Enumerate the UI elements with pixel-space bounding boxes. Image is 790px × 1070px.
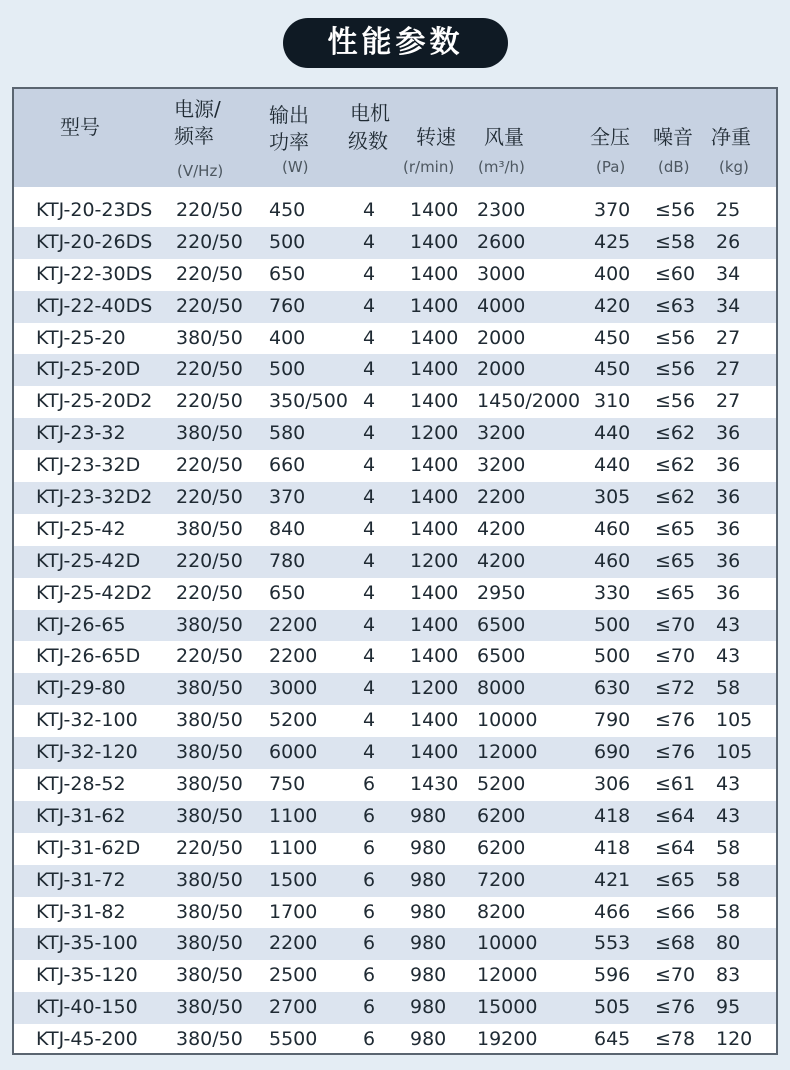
cell-rpm: 980	[410, 900, 447, 923]
cell-airflow: 7200	[477, 868, 526, 891]
cell-noise: ≤70	[655, 645, 696, 668]
cell-rpm: 1400	[410, 294, 459, 317]
cell-power: 1100	[269, 836, 318, 859]
cell-poles: 4	[363, 517, 376, 540]
cell-weight: 36	[716, 454, 741, 477]
header-volt-unit: (V/Hz)	[177, 162, 224, 180]
cell-volt: 380/50	[176, 773, 243, 796]
cell-power: 750	[269, 773, 306, 796]
cell-model: KTJ-25-42D2	[36, 581, 153, 604]
cell-airflow: 12000	[477, 741, 538, 764]
cell-noise: ≤72	[655, 677, 696, 700]
cell-model: KTJ-40-150	[36, 996, 138, 1019]
cell-power: 400	[269, 326, 306, 349]
table-row	[14, 992, 776, 1024]
cell-pressure: 645	[594, 1028, 631, 1051]
cell-airflow: 8000	[477, 677, 526, 700]
table-header	[14, 89, 776, 187]
cell-weight: 27	[716, 326, 741, 349]
table-row	[14, 865, 776, 897]
cell-rpm: 1200	[410, 677, 459, 700]
cell-pressure: 440	[594, 454, 631, 477]
cell-rpm: 1430	[410, 773, 459, 796]
page-title: 性能参数	[283, 18, 508, 68]
cell-power: 450	[269, 199, 306, 221]
cell-pressure: 500	[594, 613, 631, 636]
cell-weight: 27	[716, 358, 741, 381]
cell-noise: ≤60	[655, 262, 696, 285]
cell-noise: ≤66	[655, 900, 696, 923]
cell-noise: ≤61	[655, 773, 696, 796]
cell-weight: 36	[716, 422, 741, 445]
table-row	[14, 705, 776, 737]
cell-pressure: 420	[594, 294, 631, 317]
cell-rpm: 1400	[410, 199, 459, 221]
table-row	[14, 833, 776, 865]
cell-poles: 4	[363, 613, 376, 636]
header-rpm-unit: (r/min)	[403, 158, 455, 176]
cell-pressure: 440	[594, 422, 631, 445]
cell-model: KTJ-28-52	[36, 773, 126, 796]
cell-airflow: 4200	[477, 549, 526, 572]
cell-noise: ≤76	[655, 996, 696, 1019]
cell-power: 1100	[269, 804, 318, 827]
header-airflow: 风量	[484, 125, 524, 149]
cell-airflow: 19200	[477, 1028, 538, 1051]
header-weight: 净重	[711, 125, 751, 149]
cell-volt: 380/50	[176, 517, 243, 540]
table-row	[14, 641, 776, 673]
cell-power: 1700	[269, 900, 318, 923]
cell-poles: 6	[363, 804, 376, 827]
cell-weight: 105	[716, 741, 753, 764]
cell-weight: 105	[716, 709, 753, 732]
cell-weight: 25	[716, 199, 741, 221]
cell-noise: ≤62	[655, 454, 696, 477]
cell-power: 5200	[269, 709, 318, 732]
table-body	[14, 195, 776, 1055]
header-power-line2: 功率	[269, 130, 309, 154]
cell-weight: 26	[716, 230, 741, 253]
cell-pressure: 450	[594, 358, 631, 381]
cell-model: KTJ-35-100	[36, 932, 138, 955]
header-airflow-unit: (m³/h)	[478, 158, 525, 176]
header-power-unit: (W)	[282, 158, 309, 176]
cell-noise: ≤56	[655, 358, 696, 381]
cell-poles: 4	[363, 199, 376, 221]
cell-poles: 4	[363, 262, 376, 285]
cell-volt: 220/50	[176, 390, 243, 413]
cell-volt: 220/50	[176, 581, 243, 604]
table-row	[14, 737, 776, 769]
header-pressure: 全压	[590, 125, 630, 149]
header-pressure-unit: (Pa)	[596, 158, 626, 176]
cell-power: 2700	[269, 996, 318, 1019]
cell-weight: 43	[716, 645, 741, 668]
cell-weight: 58	[716, 868, 741, 891]
cell-weight: 95	[716, 996, 741, 1019]
cell-volt: 380/50	[176, 964, 243, 987]
cell-volt: 380/50	[176, 677, 243, 700]
cell-power: 660	[269, 454, 306, 477]
cell-poles: 4	[363, 230, 376, 253]
cell-noise: ≤76	[655, 741, 696, 764]
cell-model: KTJ-25-20D	[36, 358, 141, 381]
cell-model: KTJ-23-32	[36, 422, 126, 445]
cell-airflow: 2000	[477, 358, 526, 381]
cell-pressure: 330	[594, 581, 631, 604]
cell-airflow: 2300	[477, 199, 526, 221]
cell-power: 650	[269, 262, 306, 285]
cell-rpm: 980	[410, 1028, 447, 1051]
table-row	[14, 928, 776, 960]
cell-noise: ≤65	[655, 581, 696, 604]
cell-weight: 43	[716, 804, 741, 827]
cell-rpm: 980	[410, 836, 447, 859]
cell-pressure: 690	[594, 741, 631, 764]
cell-volt: 380/50	[176, 422, 243, 445]
cell-noise: ≤65	[655, 517, 696, 540]
cell-weight: 36	[716, 517, 741, 540]
cell-poles: 4	[363, 645, 376, 668]
cell-airflow: 8200	[477, 900, 526, 923]
cell-rpm: 980	[410, 932, 447, 955]
cell-weight: 36	[716, 549, 741, 572]
cell-power: 1500	[269, 868, 318, 891]
table-row	[14, 610, 776, 642]
cell-weight: 34	[716, 262, 741, 285]
table-row	[14, 259, 776, 291]
cell-poles: 6	[363, 964, 376, 987]
cell-model: KTJ-20-23DS	[36, 199, 153, 221]
cell-poles: 4	[363, 709, 376, 732]
cell-volt: 220/50	[176, 486, 243, 509]
cell-noise: ≤62	[655, 422, 696, 445]
cell-model: KTJ-32-120	[36, 741, 138, 764]
table-row	[14, 354, 776, 386]
cell-volt: 380/50	[176, 326, 243, 349]
cell-poles: 6	[363, 773, 376, 796]
table-row	[14, 801, 776, 833]
cell-airflow: 10000	[477, 932, 538, 955]
cell-volt: 380/50	[176, 613, 243, 636]
cell-noise: ≤70	[655, 613, 696, 636]
cell-noise: ≤64	[655, 836, 696, 859]
cell-pressure: 418	[594, 804, 631, 827]
cell-volt: 220/50	[176, 230, 243, 253]
table-row	[14, 578, 776, 610]
cell-poles: 4	[363, 581, 376, 604]
header-power-line1: 输出	[269, 103, 309, 127]
cell-airflow: 3200	[477, 454, 526, 477]
cell-airflow: 10000	[477, 709, 538, 732]
cell-weight: 36	[716, 486, 741, 509]
cell-poles: 6	[363, 932, 376, 955]
cell-noise: ≤76	[655, 709, 696, 732]
cell-poles: 4	[363, 677, 376, 700]
cell-airflow: 2000	[477, 326, 526, 349]
cell-pressure: 460	[594, 549, 631, 572]
cell-volt: 220/50	[176, 294, 243, 317]
cell-weight: 58	[716, 836, 741, 859]
cell-power: 370	[269, 486, 306, 509]
cell-volt: 380/50	[176, 932, 243, 955]
table-row	[14, 227, 776, 259]
cell-volt: 380/50	[176, 900, 243, 923]
cell-model: KTJ-25-20	[36, 326, 126, 349]
cell-airflow: 2950	[477, 581, 526, 604]
cell-model: KTJ-31-62D	[36, 836, 141, 859]
cell-airflow: 6500	[477, 645, 526, 668]
cell-rpm: 1400	[410, 486, 459, 509]
cell-model: KTJ-25-20D2	[36, 390, 153, 413]
table-row	[14, 673, 776, 705]
cell-rpm: 1400	[410, 454, 459, 477]
cell-airflow: 4200	[477, 517, 526, 540]
cell-poles: 6	[363, 996, 376, 1019]
header-model: 型号	[60, 115, 100, 139]
cell-pressure: 305	[594, 486, 631, 509]
cell-poles: 4	[363, 486, 376, 509]
cell-volt: 220/50	[176, 549, 243, 572]
cell-model: KTJ-22-30DS	[36, 262, 153, 285]
header-weight-unit: (kg)	[719, 158, 749, 176]
cell-noise: ≤65	[655, 868, 696, 891]
cell-model: KTJ-29-80	[36, 677, 126, 700]
cell-airflow: 3200	[477, 422, 526, 445]
cell-power: 2500	[269, 964, 318, 987]
cell-pressure: 460	[594, 517, 631, 540]
cell-volt: 380/50	[176, 741, 243, 764]
cell-model: KTJ-26-65	[36, 613, 126, 636]
cell-pressure: 630	[594, 677, 631, 700]
cell-noise: ≤65	[655, 549, 696, 572]
cell-pressure: 421	[594, 868, 631, 891]
table-row	[14, 195, 776, 227]
table-row	[14, 450, 776, 482]
cell-poles: 6	[363, 1028, 376, 1051]
cell-noise: ≤56	[655, 390, 696, 413]
cell-power: 500	[269, 358, 306, 381]
cell-power: 5500	[269, 1028, 318, 1051]
cell-rpm: 1400	[410, 262, 459, 285]
cell-weight: 27	[716, 390, 741, 413]
cell-model: KTJ-23-32D2	[36, 486, 153, 509]
table-row	[14, 482, 776, 514]
cell-power: 780	[269, 549, 306, 572]
table-row	[14, 323, 776, 355]
cell-pressure: 790	[594, 709, 631, 732]
cell-power: 650	[269, 581, 306, 604]
cell-poles: 6	[363, 900, 376, 923]
cell-model: KTJ-23-32D	[36, 454, 141, 477]
spec-table	[12, 87, 778, 1055]
cell-model: KTJ-31-82	[36, 900, 126, 923]
cell-rpm: 980	[410, 964, 447, 987]
cell-rpm: 1400	[410, 581, 459, 604]
cell-pressure: 306	[594, 773, 631, 796]
cell-volt: 220/50	[176, 199, 243, 221]
table-row	[14, 1024, 776, 1055]
cell-rpm: 1400	[410, 709, 459, 732]
cell-model: KTJ-25-42D	[36, 549, 141, 572]
cell-poles: 4	[363, 390, 376, 413]
cell-noise: ≤58	[655, 230, 696, 253]
cell-model: KTJ-25-42	[36, 517, 126, 540]
header-volt-line2: 频率	[174, 124, 214, 148]
cell-rpm: 1400	[410, 645, 459, 668]
cell-rpm: 1400	[410, 326, 459, 349]
cell-pressure: 505	[594, 996, 631, 1019]
cell-weight: 43	[716, 773, 741, 796]
cell-model: KTJ-45-200	[36, 1028, 138, 1051]
cell-model: KTJ-35-120	[36, 964, 138, 987]
cell-airflow: 6200	[477, 804, 526, 827]
table-row	[14, 291, 776, 323]
cell-noise: ≤56	[655, 199, 696, 221]
cell-model: KTJ-31-72	[36, 868, 126, 891]
cell-volt: 380/50	[176, 804, 243, 827]
cell-pressure: 596	[594, 964, 631, 987]
cell-airflow: 4000	[477, 294, 526, 317]
cell-volt: 220/50	[176, 645, 243, 668]
cell-poles: 6	[363, 836, 376, 859]
cell-rpm: 1200	[410, 422, 459, 445]
table-row	[14, 769, 776, 801]
cell-pressure: 450	[594, 326, 631, 349]
header-noise-unit: (dB)	[658, 158, 690, 176]
cell-volt: 380/50	[176, 868, 243, 891]
cell-power: 580	[269, 422, 306, 445]
cell-power: 2200	[269, 613, 318, 636]
cell-noise: ≤63	[655, 294, 696, 317]
cell-pressure: 310	[594, 390, 631, 413]
cell-poles: 4	[363, 454, 376, 477]
cell-poles: 4	[363, 422, 376, 445]
cell-weight: 34	[716, 294, 741, 317]
cell-noise: ≤68	[655, 932, 696, 955]
cell-rpm: 1400	[410, 613, 459, 636]
cell-rpm: 1400	[410, 517, 459, 540]
cell-model: KTJ-22-40DS	[36, 294, 153, 317]
table-row	[14, 897, 776, 929]
cell-rpm: 1400	[410, 230, 459, 253]
cell-model: KTJ-26-65D	[36, 645, 141, 668]
table-row	[14, 546, 776, 578]
cell-weight: 58	[716, 677, 741, 700]
cell-noise: ≤64	[655, 804, 696, 827]
cell-noise: ≤70	[655, 964, 696, 987]
table-row	[14, 514, 776, 546]
cell-poles: 4	[363, 549, 376, 572]
cell-rpm: 1400	[410, 741, 459, 764]
cell-rpm: 980	[410, 996, 447, 1019]
cell-model: KTJ-31-62	[36, 804, 126, 827]
cell-weight: 58	[716, 900, 741, 923]
cell-rpm: 1400	[410, 358, 459, 381]
header-rpm: 转速	[416, 125, 456, 149]
cell-pressure: 400	[594, 262, 631, 285]
cell-airflow: 6200	[477, 836, 526, 859]
cell-weight: 83	[716, 964, 741, 987]
header-poles-line2: 级数	[348, 129, 388, 153]
cell-pressure: 553	[594, 932, 631, 955]
cell-rpm: 1400	[410, 390, 459, 413]
cell-rpm: 980	[410, 804, 447, 827]
cell-rpm: 1200	[410, 549, 459, 572]
cell-volt: 380/50	[176, 709, 243, 732]
cell-airflow: 6500	[477, 613, 526, 636]
cell-pressure: 418	[594, 836, 631, 859]
cell-pressure: 425	[594, 230, 631, 253]
cell-poles: 4	[363, 358, 376, 381]
cell-volt: 380/50	[176, 1028, 243, 1051]
cell-power: 500	[269, 230, 306, 253]
cell-noise: ≤78	[655, 1028, 696, 1051]
cell-power: 6000	[269, 741, 318, 764]
cell-airflow: 3000	[477, 262, 526, 285]
cell-airflow: 12000	[477, 964, 538, 987]
cell-poles: 6	[363, 868, 376, 891]
cell-power: 2200	[269, 932, 318, 955]
cell-volt: 220/50	[176, 836, 243, 859]
cell-poles: 4	[363, 326, 376, 349]
cell-model: KTJ-20-26DS	[36, 230, 153, 253]
cell-weight: 120	[716, 1028, 753, 1051]
cell-volt: 220/50	[176, 262, 243, 285]
cell-pressure: 466	[594, 900, 631, 923]
cell-volt: 220/50	[176, 358, 243, 381]
cell-noise: ≤62	[655, 486, 696, 509]
cell-power: 2200	[269, 645, 318, 668]
cell-rpm: 980	[410, 868, 447, 891]
cell-airflow: 1450/2000	[477, 390, 581, 413]
header-volt-line1: 电源/	[174, 97, 221, 121]
cell-weight: 80	[716, 932, 741, 955]
cell-volt: 380/50	[176, 996, 243, 1019]
table-row	[14, 418, 776, 450]
cell-model: KTJ-32-100	[36, 709, 138, 732]
cell-weight: 43	[716, 613, 741, 636]
cell-pressure: 500	[594, 645, 631, 668]
header-noise: 噪音	[653, 125, 693, 149]
cell-poles: 4	[363, 294, 376, 317]
cell-weight: 36	[716, 581, 741, 604]
header-poles-line1: 电机	[350, 101, 390, 125]
cell-airflow: 5200	[477, 773, 526, 796]
cell-power: 350/500	[269, 390, 348, 413]
table-row	[14, 386, 776, 418]
cell-airflow: 2200	[477, 486, 526, 509]
cell-power: 840	[269, 517, 306, 540]
cell-power: 760	[269, 294, 306, 317]
cell-airflow: 15000	[477, 996, 538, 1019]
cell-pressure: 370	[594, 199, 631, 221]
table-row	[14, 960, 776, 992]
cell-volt: 220/50	[176, 454, 243, 477]
cell-poles: 4	[363, 741, 376, 764]
cell-power: 3000	[269, 677, 318, 700]
cell-airflow: 2600	[477, 230, 526, 253]
cell-noise: ≤56	[655, 326, 696, 349]
